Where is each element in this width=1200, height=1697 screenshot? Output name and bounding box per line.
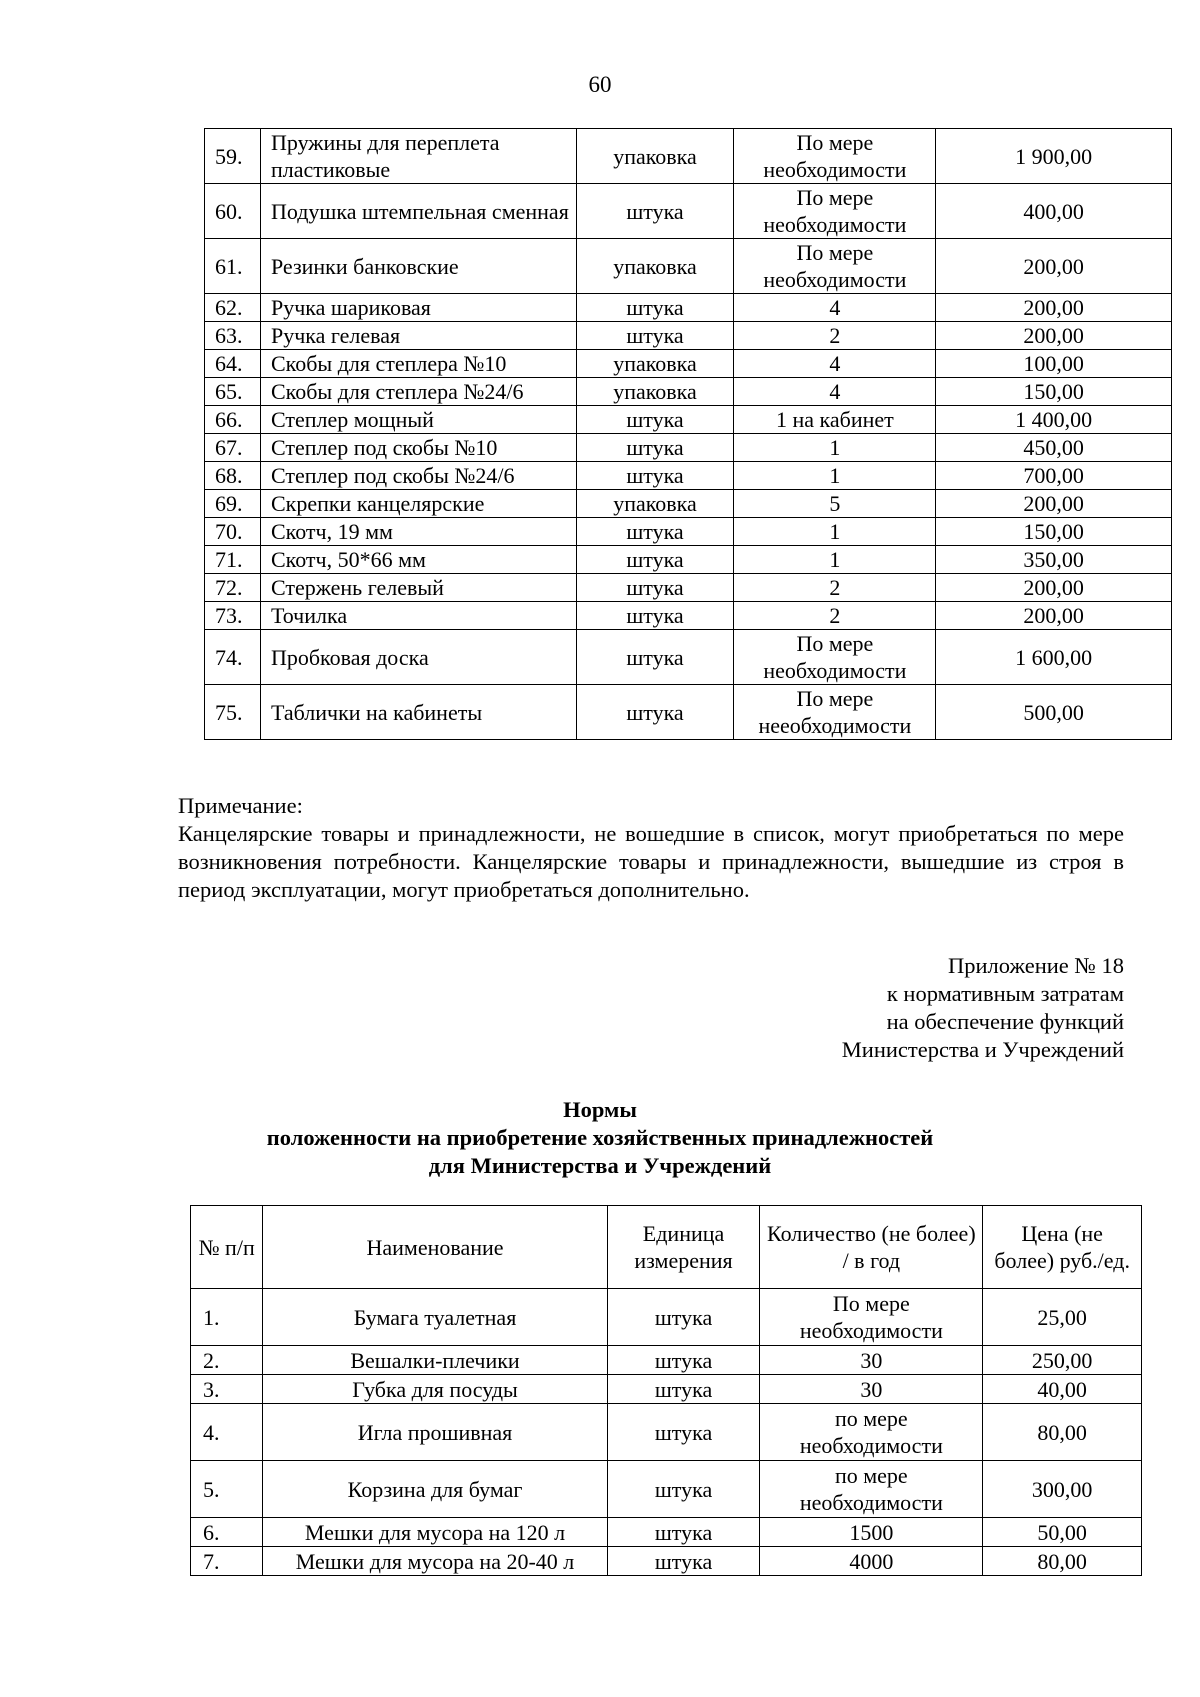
cell-qty: 1 bbox=[734, 546, 936, 574]
cell-num: 75. bbox=[205, 685, 261, 740]
cell-name: Скотч, 19 мм bbox=[260, 518, 576, 546]
cell-name: Мешки для мусора на 120 л bbox=[263, 1518, 607, 1547]
cell-unit: штука bbox=[576, 184, 734, 239]
cell-name: Пружины для переплета пластиковые bbox=[260, 129, 576, 184]
cell-qty: 1 bbox=[734, 462, 936, 490]
table-row bbox=[205, 685, 1172, 740]
cell-qty: По мере необходимости bbox=[734, 630, 936, 685]
cell-num: 64. bbox=[205, 350, 261, 378]
table-row bbox=[205, 322, 1172, 350]
cell-qty: По мере необходимости bbox=[760, 1289, 983, 1346]
cell-unit: упаковка bbox=[576, 378, 734, 406]
cell-price: 450,00 bbox=[936, 434, 1172, 462]
cell-name: Точилка bbox=[260, 602, 576, 630]
cell-name: Ручка гелевая bbox=[260, 322, 576, 350]
household-supplies-table bbox=[190, 1205, 1142, 1576]
cell-unit: упаковка bbox=[576, 239, 734, 294]
cell-price: 300,00 bbox=[983, 1461, 1142, 1518]
note-title: Примечание: bbox=[178, 793, 303, 818]
cell-qty: 30 bbox=[760, 1346, 983, 1375]
header-qty: Количество (не более) / в год bbox=[760, 1206, 983, 1289]
table-row bbox=[205, 546, 1172, 574]
table-row bbox=[191, 1518, 1142, 1547]
cell-unit: штука bbox=[607, 1461, 760, 1518]
page-number: 60 bbox=[588, 72, 612, 97]
cell-num: 70. bbox=[205, 518, 261, 546]
cell-num: 7. bbox=[191, 1547, 263, 1576]
cell-qty: 5 bbox=[734, 490, 936, 518]
cell-qty: по мере необходимости bbox=[760, 1404, 983, 1461]
cell-name: Ручка шариковая bbox=[260, 294, 576, 322]
cell-unit: упаковка bbox=[576, 350, 734, 378]
cell-qty: 1 bbox=[734, 518, 936, 546]
table-row bbox=[205, 378, 1172, 406]
note-block bbox=[178, 792, 1124, 904]
cell-price: 200,00 bbox=[936, 294, 1172, 322]
cell-qty: 1 bbox=[734, 434, 936, 462]
cell-num: 62. bbox=[205, 294, 261, 322]
cell-num: 4. bbox=[191, 1404, 263, 1461]
cell-name: Губка для посуды bbox=[263, 1375, 607, 1404]
cell-name: Резинки банковские bbox=[260, 239, 576, 294]
heading-line: положенности на приобретение хозяйственных принадлежностей bbox=[266, 1125, 934, 1150]
cell-unit: штука bbox=[576, 685, 734, 740]
cell-qty: 2 bbox=[734, 574, 936, 602]
cell-num: 63. bbox=[205, 322, 261, 350]
cell-price: 500,00 bbox=[936, 685, 1172, 740]
table-row bbox=[205, 462, 1172, 490]
table-row bbox=[205, 184, 1172, 239]
header-price: Цена (не более) руб./ед. bbox=[983, 1206, 1142, 1289]
cell-name: Таблички на кабинеты bbox=[260, 685, 576, 740]
cell-price: 80,00 bbox=[983, 1404, 1142, 1461]
cell-price: 1 400,00 bbox=[936, 406, 1172, 434]
cell-qty: 4 bbox=[734, 350, 936, 378]
cell-name: Вешалки-плечики bbox=[263, 1346, 607, 1375]
cell-name: Пробковая доска bbox=[260, 630, 576, 685]
cell-name: Скрепки канцелярские bbox=[260, 490, 576, 518]
cell-num: 1. bbox=[191, 1289, 263, 1346]
cell-unit: штука bbox=[576, 518, 734, 546]
cell-price: 1 900,00 bbox=[936, 129, 1172, 184]
cell-unit: штука bbox=[607, 1346, 760, 1375]
cell-qty: По мере необходимости bbox=[734, 129, 936, 184]
table-row bbox=[205, 129, 1172, 184]
table-row bbox=[205, 574, 1172, 602]
cell-num: 67. bbox=[205, 434, 261, 462]
cell-num: 61. bbox=[205, 239, 261, 294]
table-row bbox=[191, 1547, 1142, 1576]
cell-unit: штука bbox=[607, 1375, 760, 1404]
table-row bbox=[205, 630, 1172, 685]
cell-name: Бумага туалетная bbox=[263, 1289, 607, 1346]
cell-num: 65. bbox=[205, 378, 261, 406]
cell-price: 350,00 bbox=[936, 546, 1172, 574]
cell-name: Скобы для степлера №24/6 bbox=[260, 378, 576, 406]
cell-name: Игла прошивная bbox=[263, 1404, 607, 1461]
header-unit: Единица измерения bbox=[607, 1206, 760, 1289]
cell-unit: штука bbox=[576, 434, 734, 462]
cell-unit: штука bbox=[576, 406, 734, 434]
cell-price: 250,00 bbox=[983, 1346, 1142, 1375]
cell-qty: 4 bbox=[734, 378, 936, 406]
cell-price: 700,00 bbox=[936, 462, 1172, 490]
cell-price: 25,00 bbox=[983, 1289, 1142, 1346]
cell-name: Корзина для бумаг bbox=[263, 1461, 607, 1518]
cell-name: Стержень гелевый bbox=[260, 574, 576, 602]
appendix-reference bbox=[842, 952, 1124, 1064]
appendix-line: Приложение № 18 bbox=[948, 953, 1124, 978]
cell-num: 66. bbox=[205, 406, 261, 434]
cell-qty: по мере необходимости bbox=[760, 1461, 983, 1518]
table-row bbox=[205, 602, 1172, 630]
cell-num: 59. bbox=[205, 129, 261, 184]
cell-price: 100,00 bbox=[936, 350, 1172, 378]
table-row bbox=[205, 294, 1172, 322]
table-header-row bbox=[191, 1206, 1142, 1289]
table-row bbox=[191, 1404, 1142, 1461]
cell-qty: 1500 bbox=[760, 1518, 983, 1547]
section-heading bbox=[0, 1096, 1200, 1180]
cell-price: 150,00 bbox=[936, 518, 1172, 546]
cell-price: 200,00 bbox=[936, 322, 1172, 350]
table-row bbox=[205, 406, 1172, 434]
note-text: Канцелярские товары и принадлежности, не вошедшие в список, могут приобретаться по мере возникновения потребности. Канцелярские товары и принадлежности, вышедшие из строя в период эксплуатации, могут приобретаться дополнительно. bbox=[178, 821, 1124, 902]
cell-name: Скотч, 50*66 мм bbox=[260, 546, 576, 574]
cell-num: 74. bbox=[205, 630, 261, 685]
header-name: Наименование bbox=[263, 1206, 607, 1289]
cell-unit: штука bbox=[607, 1289, 760, 1346]
cell-price: 200,00 bbox=[936, 574, 1172, 602]
cell-num: 72. bbox=[205, 574, 261, 602]
table-row bbox=[205, 239, 1172, 294]
cell-unit: штука bbox=[576, 546, 734, 574]
cell-num: 71. bbox=[205, 546, 261, 574]
cell-num: 60. bbox=[205, 184, 261, 239]
heading-line: Нормы bbox=[563, 1097, 637, 1122]
cell-price: 200,00 bbox=[936, 602, 1172, 630]
cell-name: Степлер мощный bbox=[260, 406, 576, 434]
cell-unit: штука bbox=[576, 630, 734, 685]
cell-qty: 4 bbox=[734, 294, 936, 322]
cell-price: 1 600,00 bbox=[936, 630, 1172, 685]
cell-unit: штука bbox=[576, 602, 734, 630]
cell-price: 200,00 bbox=[936, 239, 1172, 294]
cell-num: 3. bbox=[191, 1375, 263, 1404]
cell-unit: штука bbox=[576, 294, 734, 322]
cell-qty: 30 bbox=[760, 1375, 983, 1404]
cell-qty: По мере неeобходимости bbox=[734, 685, 936, 740]
cell-qty: По мере необходимости bbox=[734, 239, 936, 294]
appendix-line: на обеспечение функций bbox=[886, 1009, 1124, 1034]
cell-price: 50,00 bbox=[983, 1518, 1142, 1547]
table-row bbox=[205, 518, 1172, 546]
table-row bbox=[205, 434, 1172, 462]
cell-num: 73. bbox=[205, 602, 261, 630]
cell-name: Мешки для мусора на 20-40 л bbox=[263, 1547, 607, 1576]
cell-name: Скобы для степлера №10 bbox=[260, 350, 576, 378]
appendix-line: Министерства и Учреждений bbox=[841, 1037, 1124, 1062]
cell-name: Степлер под скобы №10 bbox=[260, 434, 576, 462]
cell-qty: По мере необходимости bbox=[734, 184, 936, 239]
cell-unit: штука bbox=[576, 462, 734, 490]
table-row bbox=[205, 350, 1172, 378]
cell-price: 80,00 bbox=[983, 1547, 1142, 1576]
cell-qty: 1 на кабинет bbox=[734, 406, 936, 434]
cell-num: 68. bbox=[205, 462, 261, 490]
cell-price: 400,00 bbox=[936, 184, 1172, 239]
cell-unit: штука bbox=[576, 574, 734, 602]
cell-unit: упаковка bbox=[576, 129, 734, 184]
cell-unit: штука bbox=[607, 1547, 760, 1576]
cell-name: Степлер под скобы №24/6 bbox=[260, 462, 576, 490]
cell-num: 5. bbox=[191, 1461, 263, 1518]
table-row bbox=[191, 1346, 1142, 1375]
cell-unit: упаковка bbox=[576, 490, 734, 518]
cell-price: 40,00 bbox=[983, 1375, 1142, 1404]
cell-unit: штука bbox=[607, 1518, 760, 1547]
heading-line: для Министерства и Учреждений bbox=[428, 1153, 772, 1178]
table-row bbox=[191, 1461, 1142, 1518]
cell-name: Подушка штемпельная сменная bbox=[260, 184, 576, 239]
cell-unit: штука bbox=[607, 1404, 760, 1461]
cell-price: 200,00 bbox=[936, 490, 1172, 518]
cell-num: 69. bbox=[205, 490, 261, 518]
cell-qty: 2 bbox=[734, 322, 936, 350]
header-num: № п/п bbox=[191, 1206, 263, 1289]
cell-price: 150,00 bbox=[936, 378, 1172, 406]
appendix-line: к нормативным затратам bbox=[886, 981, 1124, 1006]
cell-unit: штука bbox=[576, 322, 734, 350]
table-row bbox=[191, 1289, 1142, 1346]
office-supplies-table bbox=[204, 128, 1172, 740]
cell-num: 2. bbox=[191, 1346, 263, 1375]
table-row bbox=[191, 1375, 1142, 1404]
cell-num: 6. bbox=[191, 1518, 263, 1547]
cell-qty: 2 bbox=[734, 602, 936, 630]
cell-qty: 4000 bbox=[760, 1547, 983, 1576]
table-row bbox=[205, 490, 1172, 518]
